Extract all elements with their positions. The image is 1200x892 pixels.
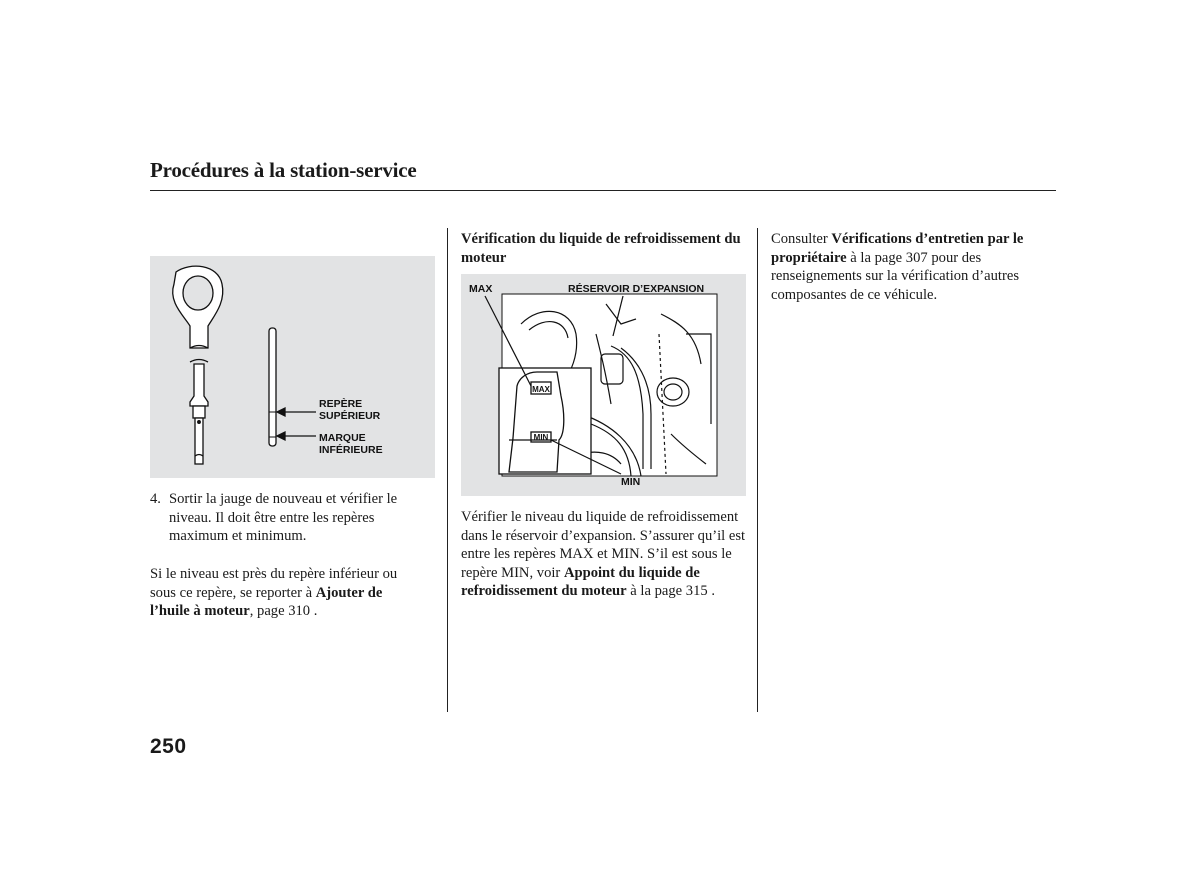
- upper-mark-label: REPÈRE SUPÉRIEUR: [319, 398, 381, 422]
- step-text: Sortir la jauge de nouveau et vérifier le niveau. Il doit être entre les repères maximum et minimum.: [169, 491, 398, 545]
- owner-checks-paragraph: [771, 230, 1059, 304]
- oil-page-ref: , page 310 .: [249, 603, 318, 620]
- coolant-paragraph-text: Vérifier le niveau du liquide de refroidissement dans le réservoir d’expansion. S’assurer qu’il est entre les repères MAX et MIN. S’il est sous le repère MIN, voir: [461, 509, 746, 581]
- coolant-drawing: [461, 274, 746, 496]
- step-number: 4.: [150, 491, 161, 507]
- max-label: MAX: [469, 283, 493, 295]
- oil-paragraph-text: Si le niveau est près du repère inférieur ou sous ce repère, se reporter à: [150, 566, 398, 601]
- oil-reference-link[interactable]: Ajouter de l’huile à moteur: [150, 584, 383, 620]
- owner-checks-link[interactable]: Vérifications d’entretien par le propriétaire: [771, 231, 1024, 266]
- step-4: [150, 490, 420, 546]
- tank-min-mark: MIN: [533, 433, 549, 442]
- owner-checks-pre: Consulter: [771, 231, 832, 247]
- dipstick-collar: [190, 364, 208, 406]
- page-number: 250: [150, 735, 187, 758]
- coolant-reservoir-illustration: [461, 274, 746, 496]
- oil-paragraph: [150, 565, 422, 621]
- dipstick-blade: [269, 328, 276, 446]
- owner-checks-post: à la page 307 pour des renseignements sur la vérification d’autres composantes de ce véhicule.: [771, 249, 1020, 303]
- tank-max-mark: MAX: [532, 385, 550, 394]
- min-label: MIN: [621, 476, 641, 488]
- reservoir-label: RÉSERVOIR D’EXPANSION: [568, 283, 705, 295]
- coolant-page-ref: à la page 315 .: [626, 583, 715, 600]
- column-divider: [447, 228, 448, 712]
- column-divider: [757, 228, 758, 712]
- coolant-heading: Vérification du liquide de refroidissement du moteur: [461, 231, 741, 266]
- title-divider: [150, 190, 1056, 191]
- coolant-paragraph: [461, 508, 751, 601]
- dipstick-illustration: [150, 256, 435, 478]
- page-title: Procédures à la station-service: [150, 158, 417, 182]
- coolant-reference-link[interactable]: Appoint du liquide de refroidissement du moteur: [461, 564, 700, 600]
- dipstick-drawing: [150, 256, 435, 478]
- lower-mark-label: MARQUE INFÉRIEURE: [319, 432, 383, 456]
